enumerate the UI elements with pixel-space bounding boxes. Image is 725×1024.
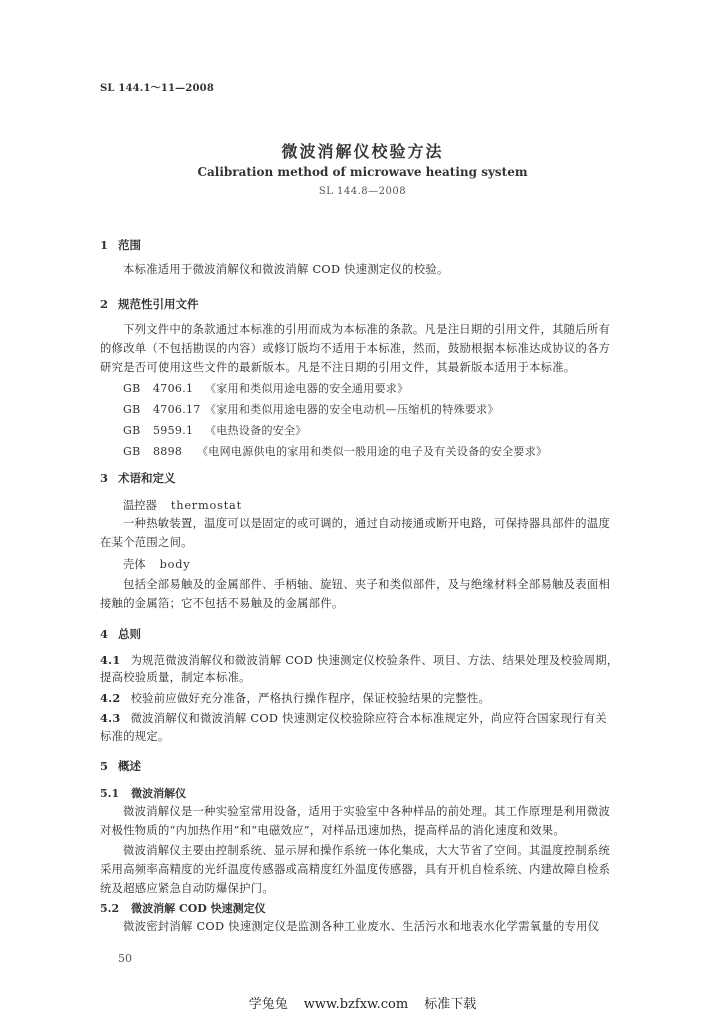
ref-number: 8898 [153,445,183,458]
section-title: 总则 [118,627,141,641]
paragraph-line: 微波密封消解 COD 快速测定仪是监测各种工业废水、生活污水和地表水化学需氧量的专用仪 [123,920,600,933]
section-1-text: 本标准适用于微波消解仪和微波消解 COD 快速测定仪的校验。 [123,263,449,276]
clause-number: 4.3 [100,711,121,725]
section-3-heading [100,470,176,486]
ref-gb: GB [123,382,141,395]
term-body [123,556,190,572]
clause-number: 4.2 [100,691,121,705]
clause-number: 5.1 [100,787,120,800]
paragraph-line: 提高校验质量，制定本标准。 [100,671,251,684]
section-number: 1 [100,238,109,252]
ref-name: 《电热设备的安全》 [205,424,307,437]
paragraph-line: 接触的金属箔；它不包括不易触及的金属部件。 [100,597,344,610]
ref-name: 《家用和类似用途电器的安全通用要求》 [205,382,409,395]
clause-title: 微波消解 COD 快速测定仪 [131,902,266,915]
reference-item [123,380,408,396]
footer-url[interactable]: www.bzfxw.com [303,997,409,1012]
term-en: body [159,558,191,571]
paragraph-line: 标准的规定。 [100,730,170,743]
section-number: 3 [100,471,109,485]
paragraph-line: 微波消解仪是一种实验室常用设备，适用于实验室中各种样品的前处理。其工作原理是利用微波 [123,805,611,818]
section-number: 5 [100,759,109,773]
page-title: 微波消解仪校验方法 [281,142,444,161]
ref-name: 《电网电源供电的家用和类似一般用途的电子及有关设备的安全要求》 [197,445,548,458]
term-thermostat [123,497,242,513]
clause-text: 为规范微波消解仪和微波消解 COD 快速测定仪校验条件、项目、方法、结果处理及校验周期， [130,654,619,667]
paragraph-line: 统及超感应紧急自动防爆保护门。 [100,882,274,895]
paragraph-line: 研究是否可使用这些文件的最新版本。凡是不注日期的引用文件，其最新版本适用于本标准。 [100,361,576,374]
section-4-heading [100,626,141,642]
clause-4-2 [100,690,490,706]
section-title: 规范性引用文件 [118,297,199,311]
ref-number: 5959.1 [153,424,194,437]
footer-label: 标准下载 [424,997,477,1012]
standard-number: SL 144.8—2008 [318,186,407,197]
ref-name: 《家用和类似用途电器的安全电动机—压缩机的特殊要求》 [205,403,499,416]
ref-number: 4706.1 [153,382,194,395]
ref-gb: GB [123,424,141,437]
paragraph-line: 下列文件中的条款通过本标准的引用而成为本标准的条款。凡是注日期的引用文件，其随后所有 [123,323,611,336]
section-title: 概述 [118,759,141,773]
section-number: 2 [100,297,109,311]
paragraph-line: 对极性物质的“内加热作用”和“电磁效应”，对样品迅速加热，提高样品的消化速度和效果。 [100,824,565,837]
clause-5-2-heading [100,900,266,916]
clause-text: 微波消解仪和微波消解 COD 快速测定仪校验除应符合本标准规定外，尚应符合国家现行有关 [130,712,607,725]
section-1-heading [100,237,141,253]
section-2-heading [100,296,199,312]
clause-text: 校验前应做好充分准备，严格执行操作程序，保证校验结果的完整性。 [130,692,491,705]
term-en: thermostat [170,499,242,512]
paragraph-line: 包括全部易触及的金属部件、手柄轴、旋钮、夹子和类似部件，及与绝缘材料全部易触及表面相 [123,578,611,591]
page-title-english: Calibration method of microwave heating system [197,165,528,179]
term-cn: 壳体 [123,558,146,571]
clause-4-3 [100,710,607,726]
section-number: 4 [100,627,109,641]
doc-header-code: SL 144.1～11—2008 [100,83,214,94]
section-title: 术语和定义 [118,471,176,485]
section-title: 范围 [118,238,141,252]
clause-4-1 [100,652,619,668]
paragraph-line: 一种热敏装置，温度可以是固定的或可调的，通过自动接通或断开电路，可保持器具部件的温度 [123,517,611,530]
clause-number: 4.1 [100,653,121,667]
reference-item [123,443,547,459]
ref-number: 4706.17 [153,403,201,416]
clause-5-1-heading [100,785,186,801]
page-number: 50 [118,952,132,965]
section-5-heading [100,758,141,774]
reference-item [123,422,307,438]
paragraph-line: 在某个范围之间。 [100,536,193,549]
ref-gb: GB [123,445,141,458]
footer-watermark [0,993,725,1012]
ref-gb: GB [123,403,141,416]
paragraph-line: 采用高频率高精度的光纤温度传感器或高精度红外温度传感器，具有开机自检系统、内建故障自检系 [100,863,611,876]
paragraph-line: 的修改单（不包括勘误的内容）或修订版均不适用于本标准，然而，鼓励根据本标准达成协议的各方 [100,342,611,355]
paragraph-line: 微波消解仪主要由控制系统、显示屏和操作系统一体化集成，大大节省了空间。其温度控制系统 [123,844,611,857]
clause-title: 微波消解仪 [131,787,187,800]
footer-brand: 学兔兔 [248,997,288,1012]
reference-item [123,401,499,417]
clause-number: 5.2 [100,902,120,915]
term-cn: 温控器 [123,499,157,512]
